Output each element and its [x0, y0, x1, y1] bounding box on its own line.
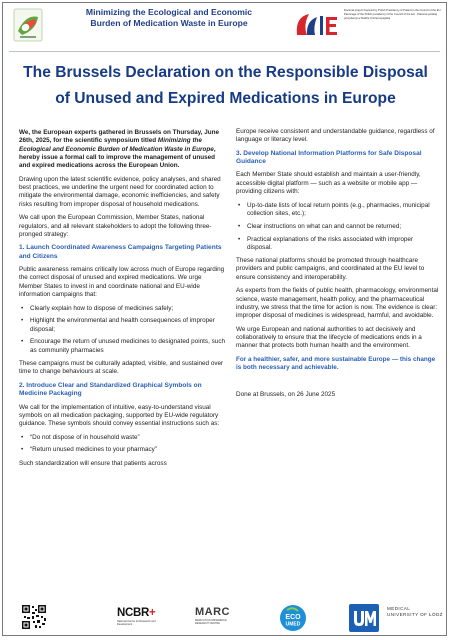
- marc-logo: [193, 606, 241, 632]
- header: [3, 3, 446, 53]
- declaration-page: [2, 2, 447, 636]
- medical-university-name: MEDICAL UNIVERSITY OF ŁÓDŹ: [387, 606, 443, 617]
- svg-text:UMED: UMED: [285, 621, 301, 628]
- ncbr-plus: +: [149, 607, 156, 619]
- ncbr-logo: [117, 607, 171, 631]
- intro-text-a: We, the European experts gathered in Brussels on Thursday, June 26th, 2025, for the scientific symposium titled: [19, 129, 219, 145]
- marc-subtitle: MEDICATION ADHERENCE RESEARCH CENTRE: [195, 619, 227, 625]
- symposium-title: Minimizing the Ecological and Economic Burden of Medication Waste in Europe: [19, 137, 214, 153]
- list-item: • “Do not dispose of in household waste”: [19, 434, 226, 442]
- ncbr-wordmark: [117, 607, 155, 619]
- eu-presidency-logo-icon: [293, 9, 341, 39]
- eu-presidency-text: Doctoral project financed by Polish Presidency of Poland in the Council of the EU · Patronage of the Polish presidency of the Council of the EU · Patronat polskiej prezydencji w Radzie Unii Europejskiej: [344, 9, 443, 20]
- header-divider: [9, 51, 440, 52]
- page-title-line-1: The Brussels Declaration on the Responsible Disposal: [23, 64, 428, 81]
- promotion-paragraph: These national platforms should be promoted through healthcare providers and public campaigns, and coordinated at the EU level to ensure consistency and interoperability.: [236, 257, 425, 281]
- section-1-heading: 1. Launch Coordinated Awareness Campaigns Targeting Patients and Citizens: [19, 244, 222, 260]
- standardization-continued-paragraph: Europe receive consistent and understandable guidance, regardless of language or literacy level.: [236, 128, 435, 144]
- list-item: • Encourage the return of unused medicines to designated points, such as community pharmacies: [19, 338, 226, 355]
- list-item: • Clearly explain how to dispose of medicines safely;: [19, 305, 226, 313]
- awareness-paragraph: Public awareness remains critically low across much of Europe regarding the correct disposal of unused and expired medications. We urge Member States to invest in and coordinate national and EU-wide information campaigns that:: [19, 266, 225, 298]
- list-item: • Clear instructions on what can and cannot be returned;: [236, 223, 439, 231]
- intro-text-b: , hereby issue a formal call to improve the management of unused and expired medications across the European Union.: [19, 145, 216, 170]
- symbols-bullet-list: [19, 434, 226, 455]
- marc-wordmark: MARC: [195, 606, 230, 618]
- experts-paragraph: As experts from the fields of public health, pharmacology, environmental science, waste management, health policy, and the pharmaceutical industry, we stress that the time for action is now. The evidence is clear: improper disposal of medicines is widespread, harmful, and avoidable.: [236, 287, 439, 320]
- section-2-heading: 2. Introduce Clear and Standardized Graphical Symbols on Medicine Packaging: [19, 381, 202, 398]
- awareness-bullet-list: [19, 305, 226, 355]
- list-item: • Highlight the environmental and health consequences of improper disposal;: [19, 317, 226, 334]
- urge-paragraph: We urge European and national authorities to act decisively and collaboratively to ensure that the lifecycle of medications ends in a manner that protects both human health and the environment.: [236, 325, 422, 350]
- list-item: • “Return unused medicines to your pharmacy”: [19, 446, 226, 454]
- signoff: Done at Brussels, on 26 June 2025: [236, 390, 336, 398]
- qr-code-icon[interactable]: [21, 604, 47, 630]
- list-item: • Practical explanations of the risks associated with improper disposal.: [236, 236, 439, 253]
- svg-text:ECO: ECO: [285, 614, 301, 621]
- section-3-heading: 3. Develop National Information Platforms for Safe Disposal Guidance: [236, 149, 422, 166]
- ncbr-subtitle: National Centre for Research and Development: [117, 620, 156, 626]
- intro-paragraph: [19, 129, 226, 170]
- standardization-paragraph: Such standardization will ensure that patients across: [19, 459, 167, 467]
- pill-logo-icon: [13, 8, 43, 42]
- platform-bullet-list: [236, 202, 439, 252]
- call-paragraph: We call upon the European Commission, Member States, national regulators, and all relevant stakeholders to adopt the following three-pronged strategy:: [19, 214, 212, 238]
- project-title-line-1: Minimizing the Ecological and Economic: [85, 7, 253, 17]
- closing-statement: For a healthier, safer, and more sustainable Europe — this change is both necessary and achievable.: [236, 356, 436, 372]
- ecoumed-logo-icon: [278, 604, 308, 632]
- list-item: • Up-to-date lists of local return points (e.g., pharmacies, municipal collection sites, etc.);: [236, 202, 439, 219]
- medical-university-logo-icon: [349, 604, 379, 632]
- project-title: [53, 7, 285, 29]
- project-title-line-2: Burden of Medication Waste in Europe: [90, 18, 248, 28]
- campaigns-paragraph: These campaigns must be culturally adapted, visible, and sustained over time to change behaviours at scale.: [19, 360, 224, 376]
- right-column: [236, 128, 439, 404]
- page-title-line-2: of Unused and Expired Medications in Europe: [55, 90, 396, 107]
- platform-paragraph: Each Member State should establish and maintain a user-friendly, accessible digital platform — such as a website or mobile app — providing citizens with:: [236, 171, 421, 196]
- footer: [3, 601, 446, 635]
- left-column: [19, 129, 226, 473]
- page-title: [7, 60, 444, 112]
- symbols-paragraph: We call for the implementation of intuitive, easy-to-understand visual symbols on all medication packaging, supported by EU-wide regulatory guidance. These symbols should convey essential instructions such as:: [19, 403, 220, 428]
- ncbr-word: NCBR: [117, 607, 150, 619]
- evidence-paragraph: Drawing upon the latest scientific evidence, policy analyses, and shared best practices, we underline the urgent need for coordinated action to mitigate the environmental damage, economic inefficiencies, and safety risks resulting from improper disposal of household medications.: [19, 175, 221, 208]
